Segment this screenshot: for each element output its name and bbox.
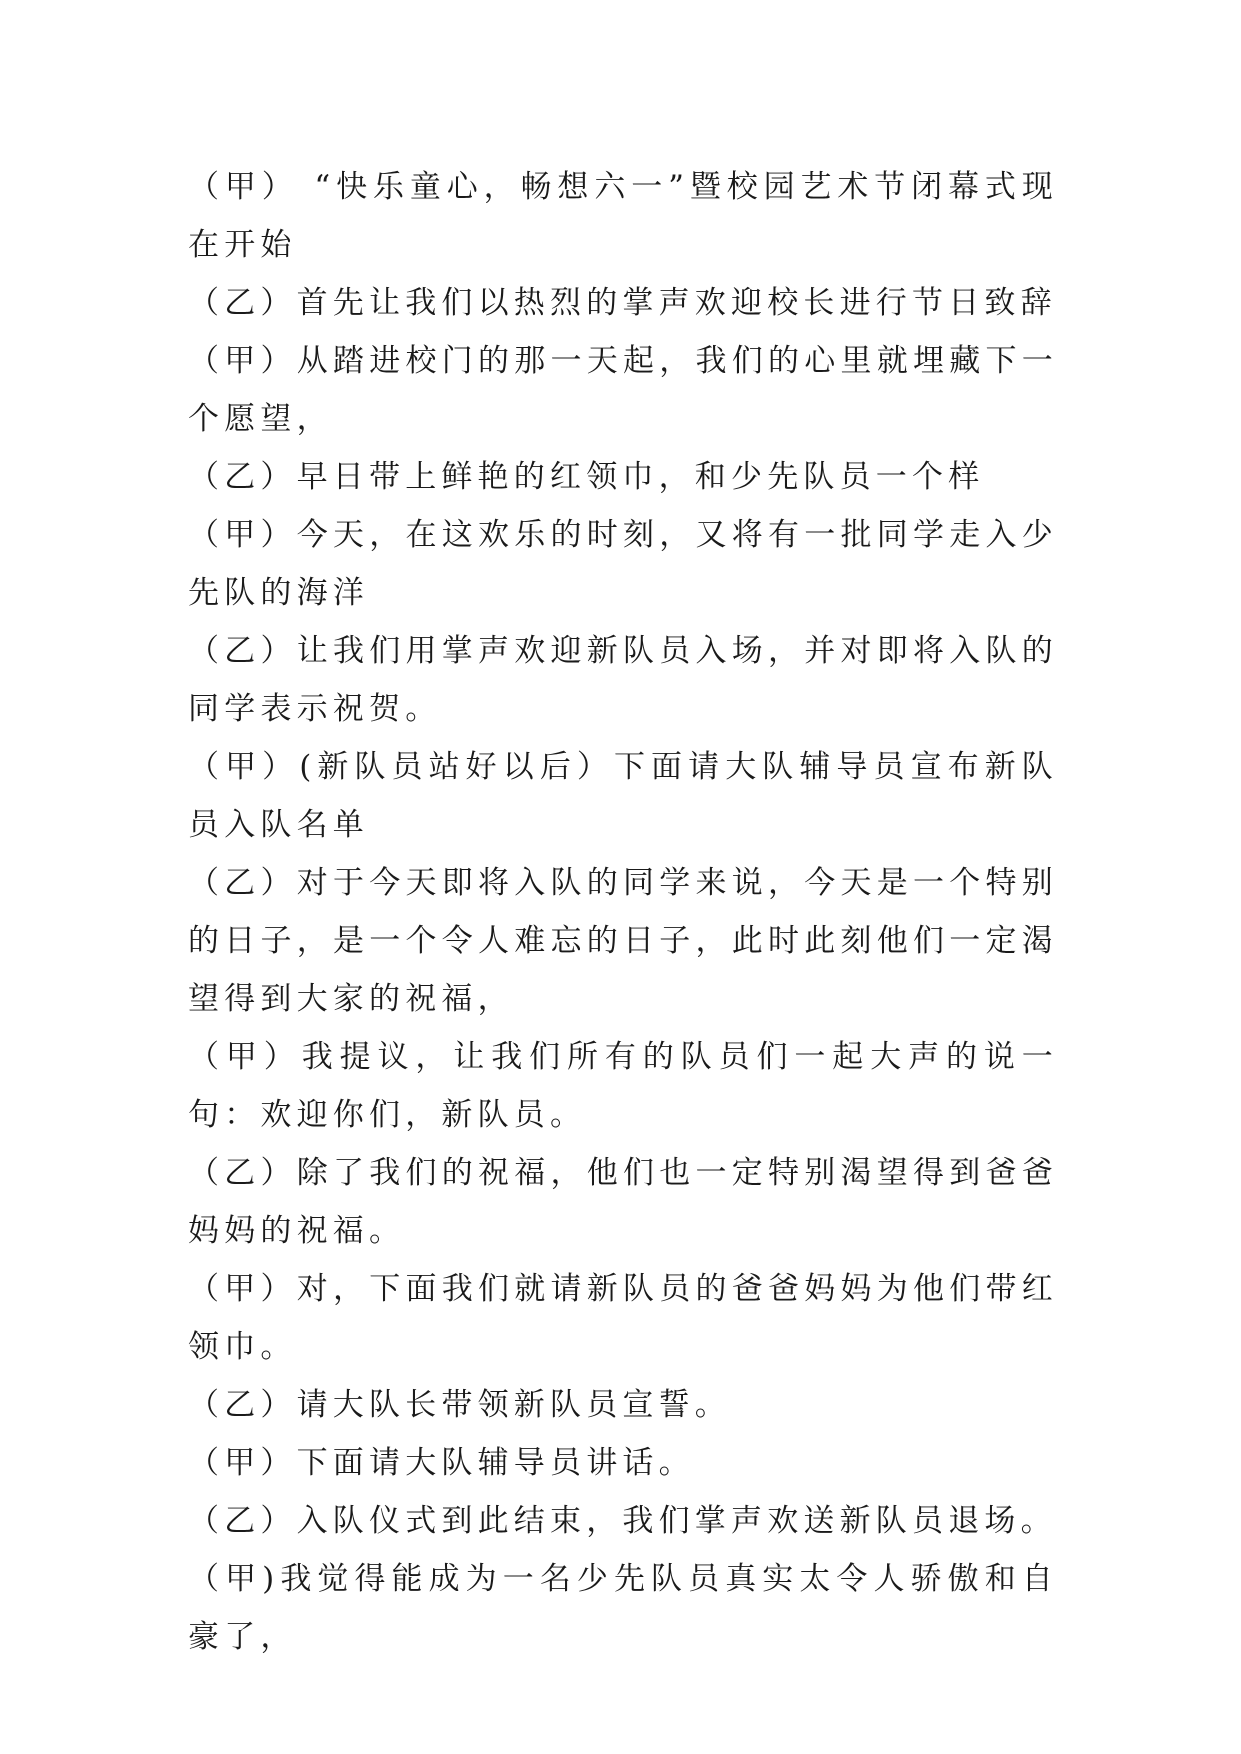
paragraph-5: （甲）今天，在这欢乐的时刻，又将有一批同学走入少先队的海洋 <box>188 517 1058 611</box>
paragraph-7: （甲）(新队员站好以后）下面请大队辅导员宣布新队员入队名单 <box>188 749 1058 843</box>
paragraph-10: （乙）除了我们的祝福，他们也一定特别渴望得到爸爸妈妈的祝福。 <box>188 1155 1058 1249</box>
paragraph-1: （甲） “快乐童心，畅想六一”暨校园艺术节闭幕式现在开始 <box>188 169 1058 263</box>
paragraph-6: （乙）让我们用掌声欢迎新队员入场，并对即将入队的同学表示祝贺。 <box>188 633 1058 727</box>
document-body <box>188 158 1058 1666</box>
paragraph-8: （乙）对于今天即将入队的同学来说，今天是一个特别的日子，是一个令人难忘的日子，此时此刻他们一定渴望得到大家的祝福， <box>188 865 1058 1017</box>
paragraph-14: （乙）入队仪式到此结束，我们掌声欢送新队员退场。 <box>188 1503 1057 1539</box>
paragraph-13: （甲）下面请大队辅导员讲话。 <box>188 1445 695 1481</box>
paragraph-11: （甲）对，下面我们就请新队员的爸爸妈妈为他们带红领巾。 <box>188 1271 1058 1365</box>
paragraph-12: （乙）请大队长带领新队员宣誓。 <box>188 1387 731 1423</box>
paragraph-4: （乙）早日带上鲜艳的红领巾，和少先队员一个样 <box>188 459 985 495</box>
paragraph-2: （乙）首先让我们以热烈的掌声欢迎校长进行节日致辞 <box>188 285 1057 321</box>
paragraph-9: （甲）我提议，让我们所有的队员们一起大声的说一句：欢迎你们，新队员。 <box>188 1039 1058 1133</box>
paragraph-3: （甲）从踏进校门的那一天起，我们的心里就埋藏下一个愿望， <box>188 343 1058 437</box>
paragraph-15: （甲)我觉得能成为一名少先队员真实太令人骄傲和自豪了， <box>188 1561 1058 1655</box>
